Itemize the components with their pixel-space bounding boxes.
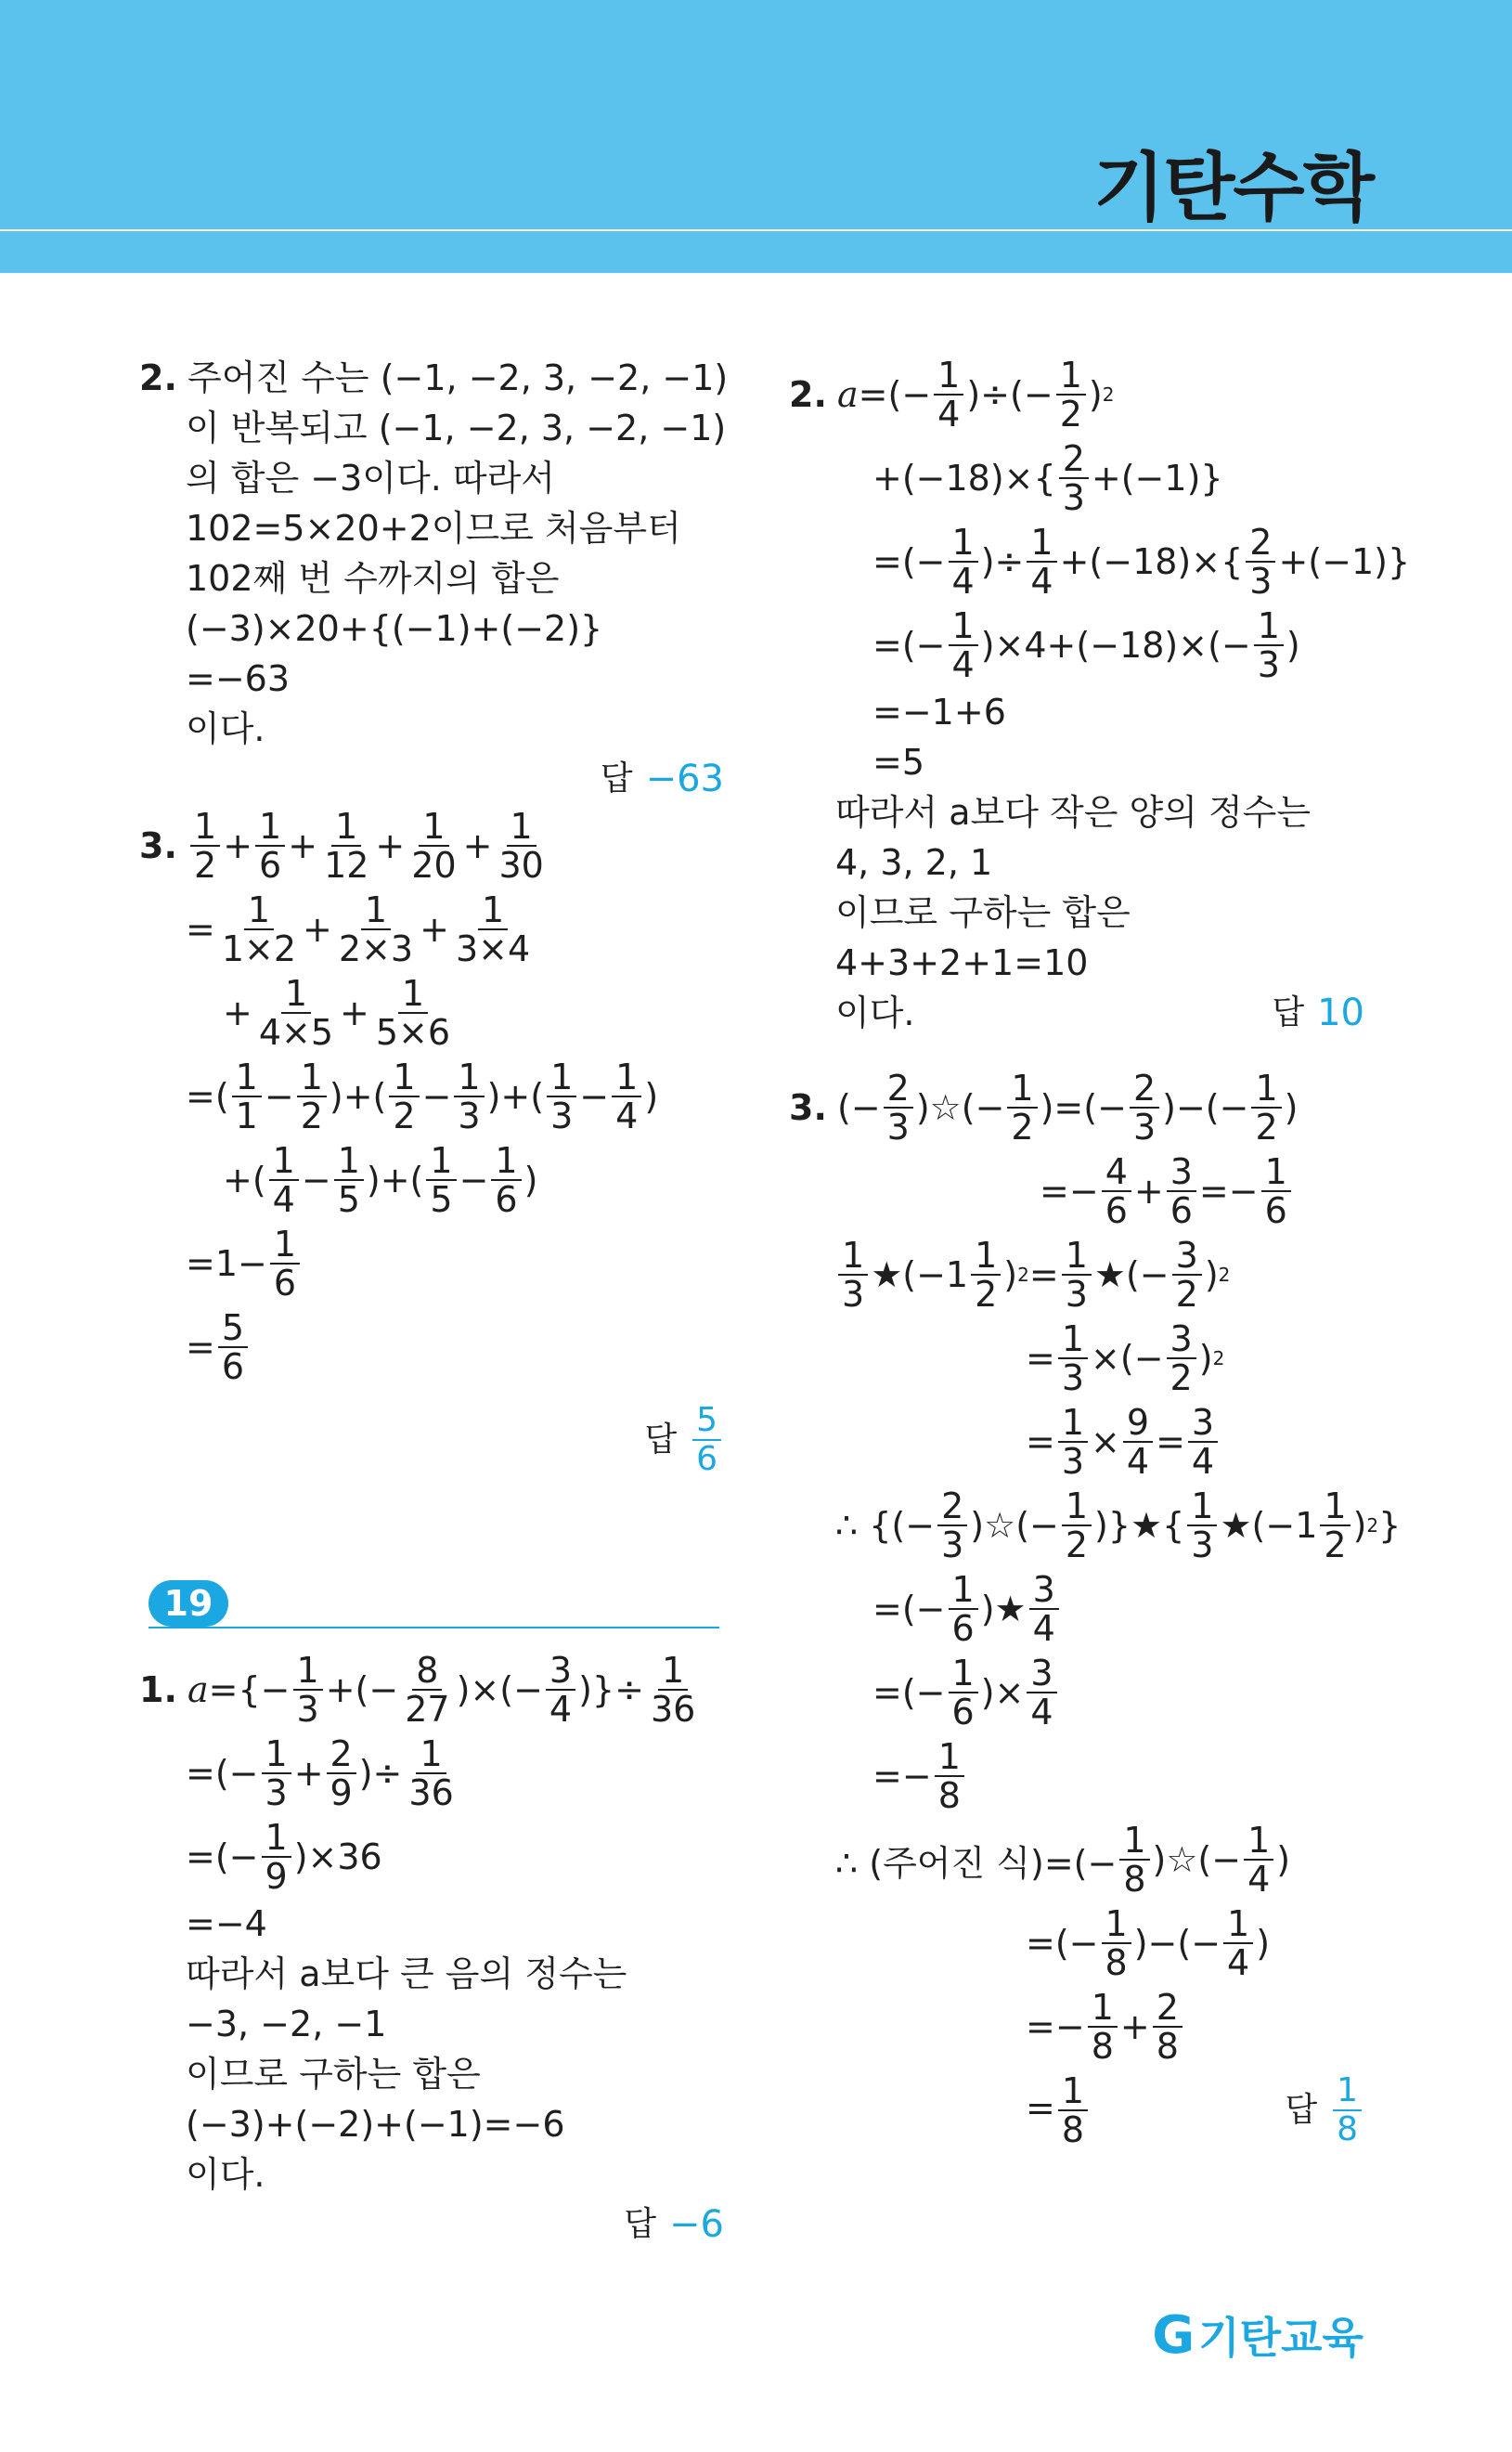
math-line: =(− $\frac{1}{3}$ + $\frac{2}{9}$ )÷ $\frac{1}{36}$ — [186, 1733, 454, 1813]
answer-label: 답 — [644, 1421, 678, 1459]
answer-row — [139, 1389, 724, 1491]
answer-label: 답 — [624, 2205, 657, 2243]
math-line: +(−18)×{ $\frac{2}{3}$ +(−1)} — [872, 438, 1223, 518]
problem-2-left — [139, 353, 729, 804]
math-line: =(− $\frac{1}{4}$ )×4+(−18)×(− $\frac{1}{3}$ ) — [872, 605, 1300, 685]
text-line: =−4 — [186, 1903, 267, 1944]
math-line: =− $\frac{1}{8}$ — [789, 1734, 1364, 1818]
text-line: 따라서 a보다 작은 양의 정수는 — [835, 792, 1312, 833]
answer-label: 답 — [600, 759, 633, 798]
math-line: 2. a =(− $\frac{1}{4}$ )÷(− $\frac{1}{2}$ ) 2 — [789, 355, 1115, 435]
math-line: ∴ {(− $\frac{2}{3}$ )☆(− $\frac{1}{2}$ )}★{ $\frac{1}{3}$ ★(−1 $\frac{1}{2}$ ) 2 } — [835, 1485, 1402, 1565]
math-line: $\frac{1}{3}$ ★(−1 $\frac{1}{2}$ ) 2 = $\frac{1}{3}$ ★(− $\frac{3}{2}$ ) 2 — [789, 1233, 1364, 1317]
section-badge: 19 — [149, 1580, 228, 1627]
text-line: 이므로 구하는 합은 — [835, 892, 1131, 933]
answer-value: $\frac{1}{8}$ — [1333, 2072, 1362, 2148]
text-line: 102째 번 수까지의 합은 — [186, 558, 560, 599]
text-line: =−1+6 — [872, 692, 1006, 733]
math-line: +( $\frac{1}{4}$ − $\frac{1}{5}$ )+( $\frac{1}{5}$ − $\frac{1}{6}$ ) — [223, 1140, 538, 1220]
problem-3-right — [789, 1066, 1402, 2152]
math-line: =(− $\frac{1}{4}$ )÷ $\frac{1}{4}$ +(−18)×{ $\frac{2}{3}$ +(−1)} — [872, 522, 1411, 602]
page-header — [0, 0, 1512, 273]
math-line: 1. a ={− $\frac{1}{3}$ +(− $\frac{8}{27}$ )×(− $\frac{3}{4}$ )}÷ $\frac{1}{36}$ — [139, 1650, 696, 1730]
math-line: =(− $\frac{1}{8}$ )−(− $\frac{1}{4}$ ) — [1026, 1903, 1271, 1983]
answer-row — [139, 2199, 724, 2250]
text-line: 이다. — [186, 708, 265, 749]
text-line: 이므로 구하는 합은 — [186, 2054, 481, 2095]
problem-19-1 — [139, 1648, 724, 2250]
text-line: 이 반복되고 (−1, −2, 3, −2, −1) — [186, 408, 727, 448]
text-line: 102=5×20+2이므로 처음부터 — [186, 508, 681, 549]
math-line: =(− $\frac{1}{6}$ )★ $\frac{3}{4}$ — [789, 1567, 1364, 1651]
answer-value: −6 — [669, 2203, 724, 2246]
footer-logo — [1152, 2304, 1363, 2366]
answer-value: −63 — [645, 758, 724, 800]
answer-label: 답 — [1272, 993, 1305, 1031]
logo-g-icon: G — [1152, 2304, 1195, 2366]
answer-value: 10 — [1317, 992, 1364, 1034]
section-rule — [149, 1627, 719, 1628]
text-line: =5 — [872, 742, 925, 783]
text-line: 이다. — [835, 992, 915, 1033]
answer-row — [1272, 988, 1364, 1038]
math-line: =− $\frac{1}{8}$ + $\frac{2}{8}$ — [789, 1985, 1364, 2069]
math-line: = $\frac{5}{6}$ — [139, 1305, 724, 1389]
right-column — [789, 353, 1411, 2152]
answer-value: $\frac{5}{6}$ — [692, 1402, 721, 1478]
left-column — [139, 353, 729, 1491]
text-line: 주어진 수는 (−1, −2, 3, −2, −1) — [187, 357, 729, 398]
math-line: 3. (− $\frac{2}{3}$ )☆(− $\frac{1}{2}$ )=(− $\frac{2}{3}$ )−(− $\frac{1}{2}$ ) — [789, 1068, 1299, 1148]
text-line: =−63 — [186, 658, 291, 699]
math-line: = $\frac{1}{3}$ × $\frac{9}{4}$ = $\frac{3}{4}$ — [789, 1400, 1364, 1484]
answer-label: 답 — [1285, 2091, 1318, 2129]
fraction: $\frac{1}{2}$ — [190, 808, 220, 884]
problem-3-left — [139, 804, 724, 1491]
math-line: =− $\frac{4}{6}$ + $\frac{3}{6}$ =− $\frac{1}{6}$ — [789, 1149, 1364, 1233]
text-line: (−3)+(−2)+(−1)=−6 — [186, 2104, 565, 2145]
text-line: (−3)×20+{(−1)+(−2)} — [186, 608, 603, 649]
answer-row — [139, 754, 724, 804]
math-line: = $\frac{1}{8}$ 답 $\frac{1}{8}$ — [789, 2069, 1364, 2152]
math-line: 3. $\frac{1}{2}$ + $\frac{1}{6}$ + $\frac{1}{12}$ + $\frac{1}{20}$ + $\frac{1}{30}$ — [139, 806, 544, 886]
problem-number: 2. — [139, 357, 177, 398]
brand-logo: 기탄수학 — [1092, 145, 1373, 231]
text-line: 4+3+2+1=10 — [835, 942, 1089, 983]
text-line: 4, 3, 2, 1 — [835, 842, 993, 883]
text-line: −3, −2, −1 — [186, 2004, 387, 2044]
logo-text: 기탄교육 — [1198, 2313, 1363, 2363]
text-line: 따라서 a보다 큰 음의 정수는 — [186, 1953, 627, 1994]
math-line: =( $\frac{1}{1}$ − $\frac{1}{2}$ )+( $\frac{1}{2}$ − $\frac{1}{3}$ )+( $\frac{1}{3}$ − $\frac{1}{4}$ ) — [186, 1057, 659, 1136]
math-line: = $\frac{1}{1\times 2}$ + $\frac{1}{2\times 3}$ + $\frac{1}{3\times 4}$ — [186, 889, 531, 969]
math-line: ∴ (주어진 식)=(− $\frac{1}{8}$ )☆(− $\frac{1}{4}$ ) — [835, 1820, 1291, 1900]
text-line: 이다. — [186, 2154, 265, 2195]
math-line: =1− $\frac{1}{6}$ — [139, 1222, 724, 1305]
problem-2-right — [789, 353, 1411, 1038]
math-line: + $\frac{1}{4\times 5}$ + $\frac{1}{5\times 6}$ — [223, 973, 451, 1053]
math-line: =(− $\frac{1}{9}$ )×36 — [186, 1817, 382, 1897]
math-line: =(− $\frac{1}{6}$ )× $\frac{3}{4}$ — [789, 1651, 1364, 1734]
answer-row — [1285, 2072, 1364, 2148]
math-line: = $\frac{1}{3}$ ×(− $\frac{3}{2}$ ) 2 — [1026, 1318, 1225, 1398]
text-line: 의 합은 −3이다. 따라서 — [186, 458, 555, 499]
